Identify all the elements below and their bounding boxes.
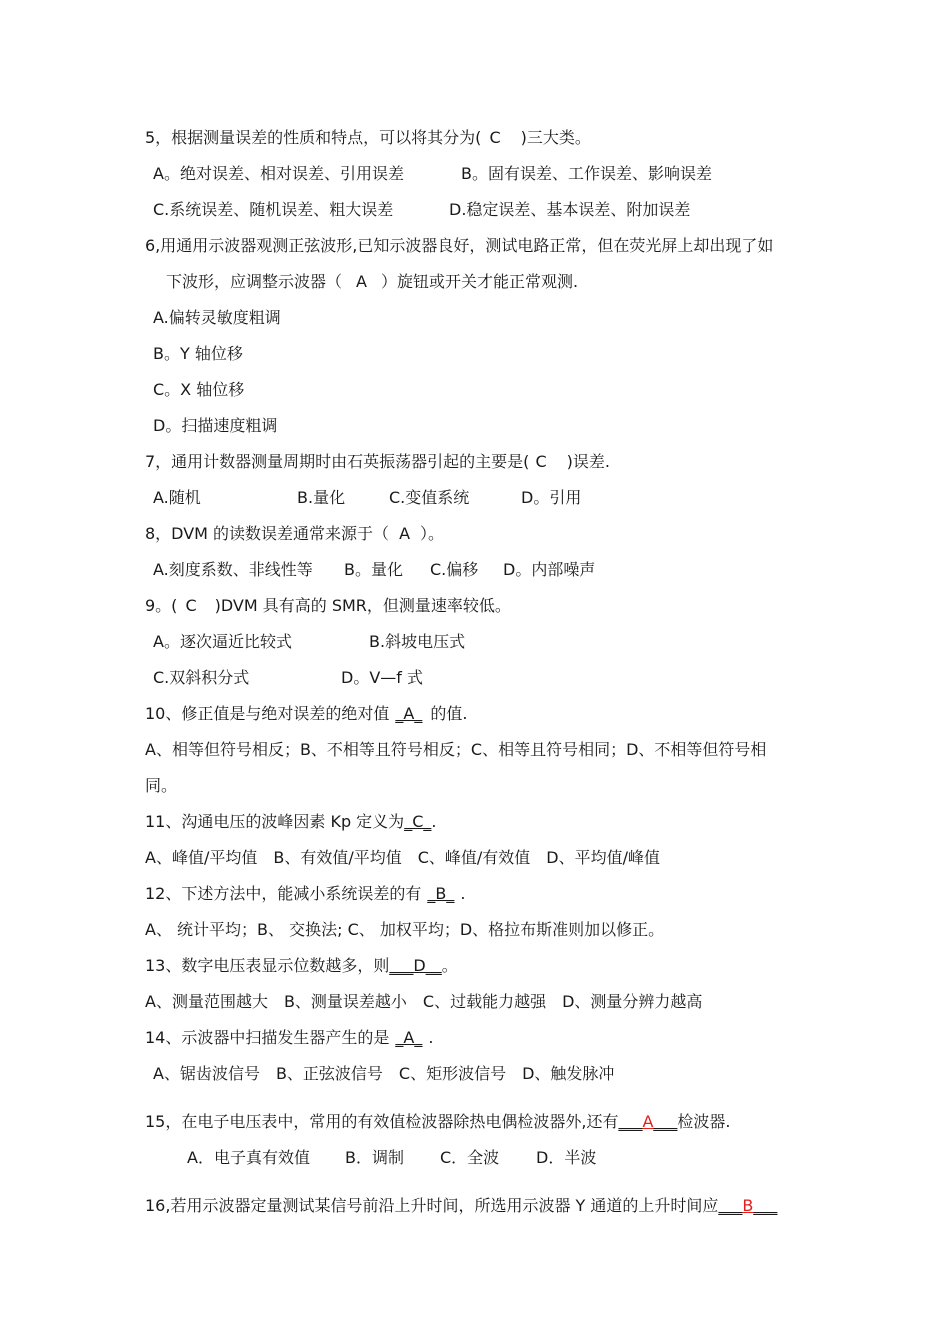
q11-stem: 11、沟通电压的波峰因素 Kp 定义为_C_.: [145, 812, 437, 831]
q10-options-line2: 同。: [145, 776, 178, 795]
q11-options: A、峰值/平均值 B、有效值/平均值 C、峰值/有效值 D、平均值/峰值: [145, 848, 660, 867]
q7-option-c: C.变值系统: [389, 488, 470, 507]
q6-answer: A: [356, 272, 367, 291]
q8-stem: 8，DVM 的读数误差通常来源于（ A ）。: [145, 524, 445, 543]
q12-stem: 12、下述方法中，能减小系统误差的有 _B_ .: [145, 884, 466, 903]
q7-option-d: D。引用: [521, 488, 582, 507]
q5-answer: C: [489, 128, 501, 147]
q7-option-b: B.量化: [297, 488, 346, 507]
q5-stem: 5，根据测量误差的性质和特点，可以将其分为( C )三大类。: [145, 128, 591, 147]
q15-option-a: A．电子真有效值: [187, 1148, 310, 1167]
q9-answer: C: [185, 596, 197, 615]
q9-option-a: A。逐次逼近比较式: [153, 632, 292, 651]
q6-option-c: C。X 轴位移: [153, 380, 245, 399]
q7-option-a: A.随机: [153, 488, 201, 507]
q6-option-b: B。Y 轴位移: [153, 344, 243, 363]
q7-stem: 7，通用计数器测量周期时由石英振荡器引起的主要是( C )误差.: [145, 452, 610, 471]
q14-answer: _A_: [395, 1028, 423, 1047]
q13-answer: ___D__: [389, 956, 442, 975]
q10-answer: _A_: [395, 704, 423, 723]
q9-stem: 9。( C )DVM 具有高的 SMR，但测量速率较低。: [145, 596, 511, 615]
q9-option-d: D。V—f 式: [341, 668, 423, 687]
q5-option-a: A。绝对误差、相对误差、引用误差: [153, 164, 404, 183]
q5-option-b: B。固有误差、工作误差、影响误差: [461, 164, 712, 183]
q6-option-a: A.偏转灵敏度粗调: [153, 308, 281, 327]
q10-stem: 10、修正值是与绝对误差的绝对值 _A_ 的值.: [145, 704, 468, 723]
q8-answer: A: [399, 524, 411, 543]
q16-stem: 16,若用示波器定量测试某信号前沿上升时间，所选用示波器 Y 通道的上升时间应___B___: [145, 1196, 778, 1215]
q9-option-b: B.斜坡电压式: [369, 632, 466, 651]
q16-answer: B: [742, 1196, 754, 1215]
q13-stem: 13、数字电压表显示位数越多，则___D__。: [145, 956, 458, 975]
q6-stem-line2: 下波形，应调整示波器（ A ）旋钮或开关才能正常观测.: [166, 272, 579, 291]
q13-options: A、测量范围越大 B、测量误差越小 C、过载能力越强 D、测量分辨力越高: [145, 992, 703, 1011]
q15-answer: A: [642, 1112, 654, 1131]
q14-stem: 14、示波器中扫描发生器产生的是 _A_ .: [145, 1028, 434, 1047]
q15-option-b: B．调制: [345, 1148, 404, 1167]
q5-option-d: D.稳定误差、基本误差、附加误差: [449, 200, 691, 219]
q15-stem: 15，在电子电压表中，常用的有效值检波器除热电偶检波器外,还有___A___检波器.: [145, 1112, 731, 1131]
q12-answer: _B_: [427, 884, 455, 903]
q8-option-c: C.偏移: [430, 560, 479, 579]
q10-options-line1: A、相等但符号相反；B、不相等且符号相反；C、相等且符号相同；D、不相等但符号相: [145, 740, 767, 759]
q6-stem-line1: 6,用通用示波器观测正弦波形,已知示波器良好，测试电路正常，但在荧光屏上却出现了如: [145, 236, 774, 255]
q8-option-a: A.刻度系数、非线性等: [153, 560, 313, 579]
q15-option-d: D．半波: [536, 1148, 597, 1167]
q8-option-d: D。内部噪声: [503, 560, 596, 579]
q7-answer: C: [535, 452, 547, 471]
q12-options: A、 统计平均；B、 交换法; C、 加权平均；D、格拉布斯准则加以修正。: [145, 920, 665, 939]
q14-options: A、锯齿波信号 B、正弦波信号 C、矩形波信号 D、触发脉冲: [153, 1064, 615, 1083]
q9-option-c: C.双斜积分式: [153, 668, 250, 687]
q6-option-d: D。扫描速度粗调: [153, 416, 278, 435]
q11-answer: _C_: [404, 812, 432, 831]
q5-option-c: C.系统误差、随机误差、粗大误差: [153, 200, 394, 219]
q15-option-c: C．全波: [440, 1148, 500, 1167]
q8-option-b: B。量化: [344, 560, 403, 579]
